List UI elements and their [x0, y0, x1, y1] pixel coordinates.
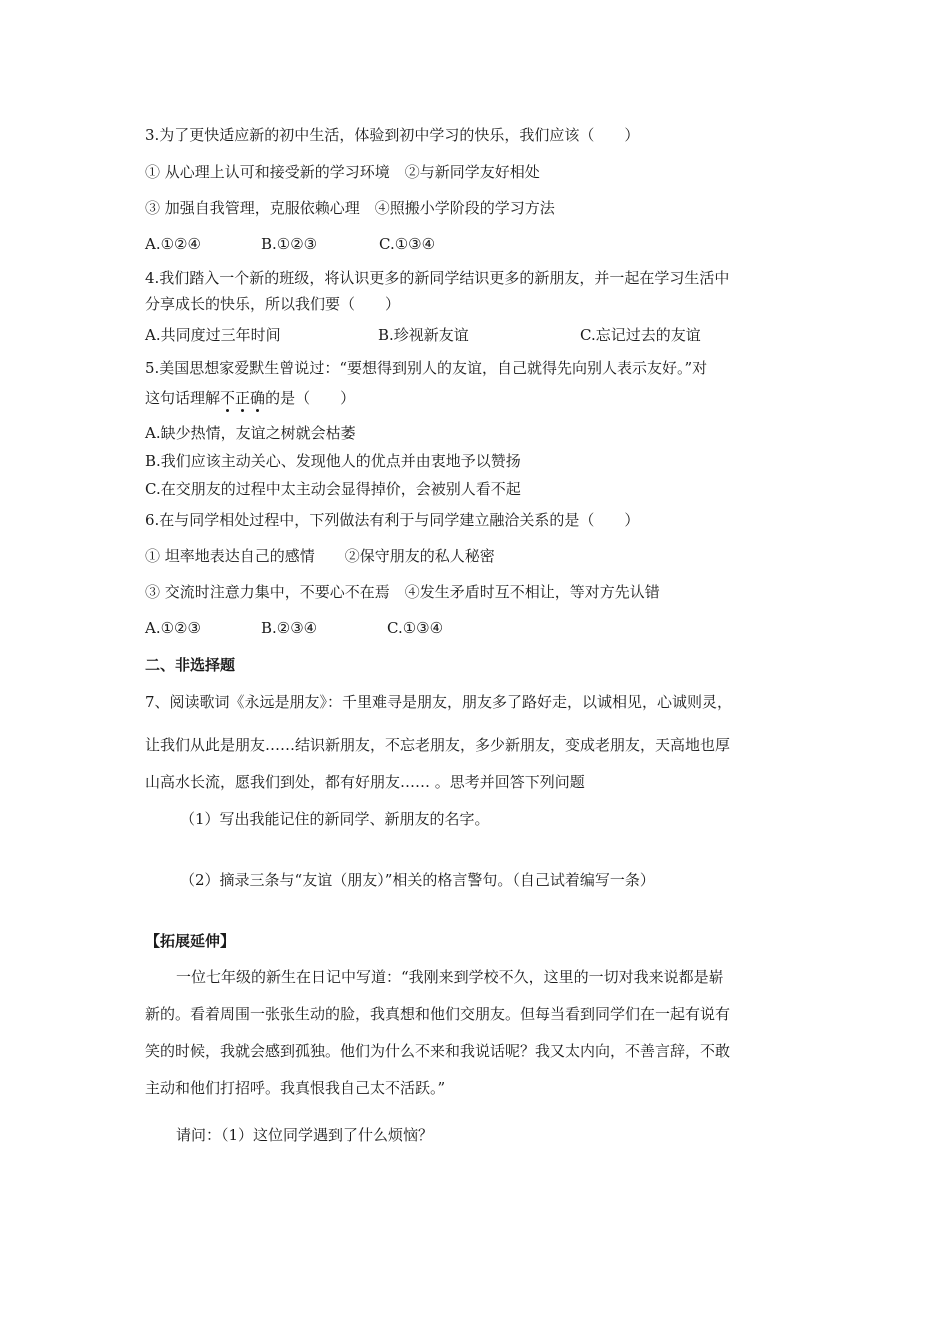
q4-option-b: B.珍视新友谊 — [378, 326, 469, 344]
q6-statements-row2: ③ 交流时注意力集中，不要心不在焉 ④发生矛盾时互不相让，等对方先认错 — [145, 583, 660, 601]
q7-subquestion-1: （1）写出我能记住的新同学、新朋友的名字。 — [180, 810, 490, 828]
q3-options — [145, 234, 435, 254]
extension-title: 【拓展延伸】 — [145, 932, 236, 950]
q4-stem-line2: 分享成长的快乐，所以我们要（ ） — [145, 295, 401, 313]
q5-option-c: C.在交朋友的过程中太主动会显得掉价，会被别人看不起 — [145, 480, 521, 498]
extension-question: 请问：（1）这位同学遇到了什么烦恼？ — [176, 1126, 434, 1144]
q5-stem-line2 — [145, 388, 355, 408]
q3-stem: 3.为了更快适应新的初中生活，体验到初中学习的快乐，我们应该（ ） — [145, 126, 640, 144]
extension-paragraph-line4: 主动和他们打招呼。我真恨我自己太不活跃。” — [145, 1079, 446, 1097]
q3-option-c: C.①③④ — [379, 235, 436, 253]
q6-statements-row1: ① 坦率地表达自己的感情 ②保守朋友的私人秘密 — [145, 547, 495, 565]
q3-option-b: B.①②③ — [261, 235, 318, 253]
q6-option-c: C.①③④ — [387, 619, 444, 637]
q5-stem-before: 这句话理解 — [145, 389, 221, 407]
q4-options — [145, 325, 701, 345]
q5-stem-line1: 5.美国思想家爱默生曾说过：“要想得到别人的友谊，自己就得先向别人表示友好。”对 — [145, 359, 708, 377]
q7-line3: 山高水长流，愿我们到处，都有好朋友…… 。思考并回答下列问题 — [145, 773, 585, 791]
extension-paragraph-line1: 一位七年级的新生在日记中写道：“我刚来到学校不久，这里的一切对我来说都是崭 — [176, 968, 724, 986]
extension-paragraph-line2: 新的。看着周围一张张生动的脸，我真想和他们交朋友。但每当看到同学们在一起有说有 — [145, 1005, 731, 1023]
extension-paragraph-line3: 笑的时候，我就会感到孤独。他们为什么不来和我说话呢？我又太内向，不善言辞，不敢 — [145, 1042, 731, 1060]
q7-line1: 7、阅读歌词《永远是朋友》：千里难寻是朋友，朋友多了路好走，以诚相见，心诚则灵， — [145, 693, 733, 711]
q5-option-b: B.我们应该主动关心、发现他人的优点并由衷地予以赞扬 — [145, 452, 521, 470]
q3-statements-row1: ① 从心理上认可和接受新的学习环境 ②与新同学友好相处 — [145, 163, 540, 181]
q6-options — [145, 618, 443, 638]
q5-emphasis-char-1: 不 — [220, 389, 236, 407]
section-2-title: 二、非选择题 — [145, 656, 236, 674]
q7-subquestion-2: （2）摘录三条与“友谊（朋友）”相关的格言警句。（自己试着编写一条） — [180, 871, 655, 889]
q6-option-b: B.②③④ — [261, 619, 318, 637]
q7-line2: 让我们从此是朋友……结识新朋友，不忘老朋友，多少新朋友，变成老朋友，天高地也厚 — [145, 736, 731, 754]
q3-statements-row2: ③ 加强自我管理，克服依赖心理 ④照搬小学阶段的学习方法 — [145, 199, 555, 217]
q5-emphasis-char-2: 正 — [235, 389, 251, 407]
q4-option-c: C.忘记过去的友谊 — [580, 326, 701, 344]
q5-stem-after: 的是（ ） — [265, 389, 356, 407]
q6-option-a: A.①②③ — [145, 619, 201, 637]
q4-stem-line1: 4.我们踏入一个新的班级，将认识更多的新同学结识更多的新朋友，并一起在学习生活中 — [145, 269, 730, 287]
q5-emphasis-char-3: 确 — [250, 389, 266, 407]
q4-option-a: A.共同度过三年时间 — [145, 326, 281, 344]
q3-option-a: A.①②④ — [145, 235, 201, 253]
q5-option-a: A.缺少热情，友谊之树就会枯萎 — [145, 424, 356, 442]
q6-stem: 6.在与同学相处过程中，下列做法有利于与同学建立融洽关系的是（ ） — [145, 511, 640, 529]
